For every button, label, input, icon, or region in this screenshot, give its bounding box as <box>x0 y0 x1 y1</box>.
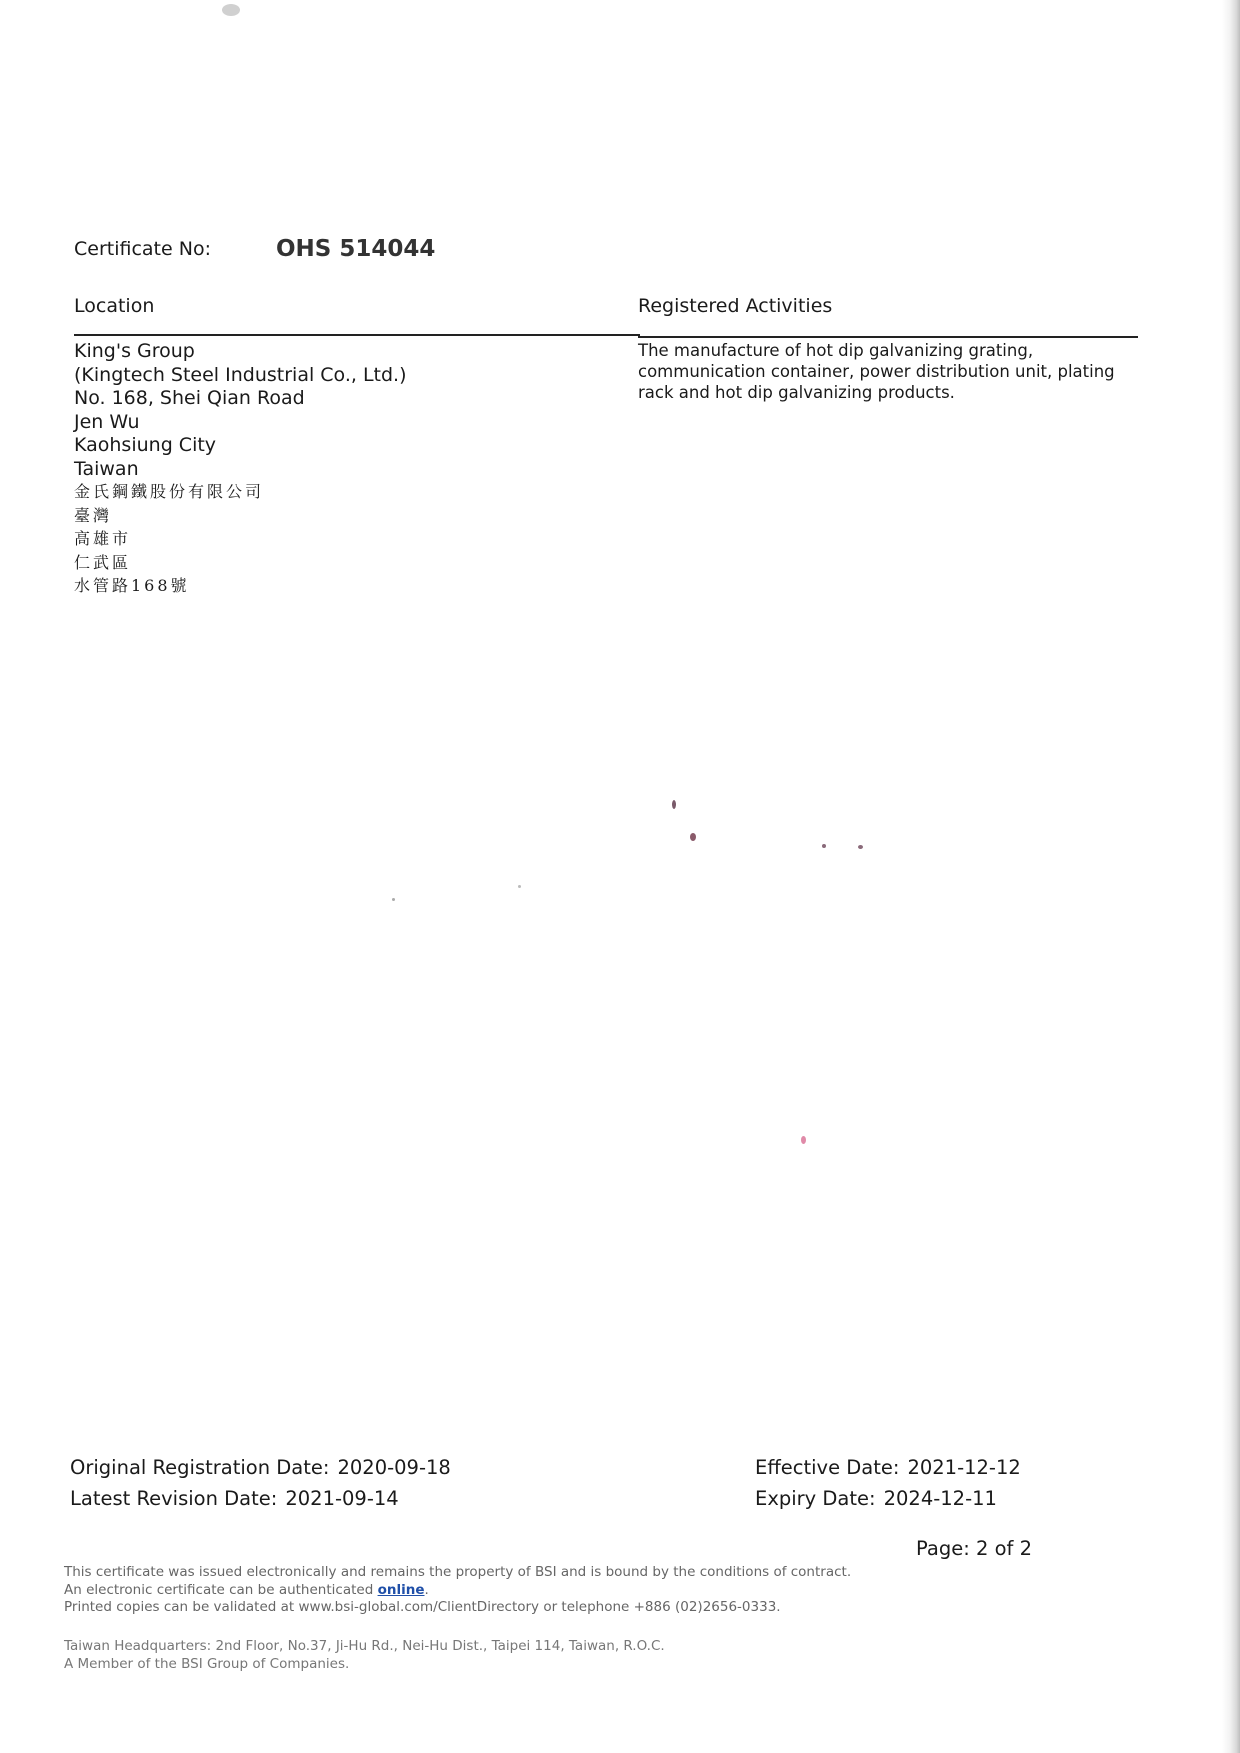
expiry-date-value: 2024-12-11 <box>883 1487 997 1510</box>
location-line: Taiwan <box>74 457 139 480</box>
registered-activities-text: The manufacture of hot dip galvanizing grating, communication container, power distribution unit, plating rack and hot dip galvanizing products. <box>638 341 1115 402</box>
legal-line: This certificate was issued electronically and remains the property of BSI and is bound by the conditions of contract. <box>64 1564 852 1580</box>
headquarters-address: Taiwan Headquarters: 2nd Floor, No.37, Ji-Hu Rd., Nei-Hu Dist., Taipei 114, Taiwan, R.O.C. <box>64 1638 665 1654</box>
latest-revision-date-row <box>70 1483 451 1514</box>
location-line-zh: 高雄市 <box>74 529 132 548</box>
activities-divider <box>638 336 1138 338</box>
scan-speck <box>392 898 395 901</box>
registered-activities-heading: Registered Activities <box>638 295 833 317</box>
scan-speck <box>858 845 863 849</box>
online-authentication-link[interactable]: online <box>377 1581 425 1598</box>
latest-revision-date-label: Latest Revision Date: <box>70 1487 278 1510</box>
location-line-zh: 臺灣 <box>74 505 113 525</box>
certificate-number-label: Certificate No: <box>74 238 211 260</box>
legal-line-text: . <box>424 1581 429 1598</box>
location-line-zh: 水管路168號 <box>74 576 190 595</box>
validity-dates <box>755 1452 1021 1514</box>
effective-date-value: 2021-12-12 <box>907 1456 1021 1479</box>
expiry-date-label: Expiry Date: <box>755 1487 876 1510</box>
page-number: Page: 2 of 2 <box>916 1537 1032 1560</box>
expiry-date-row <box>755 1483 1021 1514</box>
location-line: No. 168, Shei Qian Road <box>74 387 305 409</box>
headquarters-info <box>64 1638 665 1673</box>
location-line-zh: 金氏鋼鐵股份有限公司 <box>74 482 265 501</box>
effective-date-row <box>755 1452 1021 1483</box>
scanned-page-edge <box>1222 0 1240 1753</box>
scan-speck <box>690 833 696 841</box>
location-address-chinese <box>74 480 264 598</box>
latest-revision-date-value: 2021-09-14 <box>285 1487 399 1510</box>
original-registration-date-label: Original Registration Date: <box>70 1456 330 1479</box>
location-line: (Kingtech Steel Industrial Co., Ltd.) <box>74 363 407 386</box>
original-registration-date-value: 2020-09-18 <box>337 1456 451 1479</box>
original-registration-date-row <box>70 1452 451 1483</box>
location-line: Jen Wu <box>74 410 140 433</box>
scan-speck <box>222 4 240 16</box>
location-divider <box>74 334 640 336</box>
registration-dates <box>70 1452 451 1514</box>
certificate-number: OHS 514044 <box>276 236 436 262</box>
location-line: Kaohsiung City <box>74 434 217 456</box>
location-address-english <box>74 340 594 481</box>
group-membership: A Member of the BSI Group of Companies. <box>64 1655 350 1672</box>
effective-date-label: Effective Date: <box>755 1456 900 1479</box>
scan-speck <box>518 885 521 888</box>
legal-line: Printed copies can be validated at www.bsi-global.com/ClientDirectory or telephone +886 (02)2656-0333. <box>64 1599 781 1615</box>
location-line-zh: 仁武區 <box>74 552 132 572</box>
location-heading: Location <box>74 295 155 317</box>
scan-speck <box>672 800 676 809</box>
location-line: King's Group <box>74 340 195 362</box>
legal-notice <box>64 1564 851 1617</box>
scan-speck <box>822 844 826 848</box>
scan-speck <box>801 1136 806 1144</box>
legal-line-authenticate <box>64 1582 851 1600</box>
legal-line-text: An electronic certificate can be authenticated <box>64 1581 378 1598</box>
